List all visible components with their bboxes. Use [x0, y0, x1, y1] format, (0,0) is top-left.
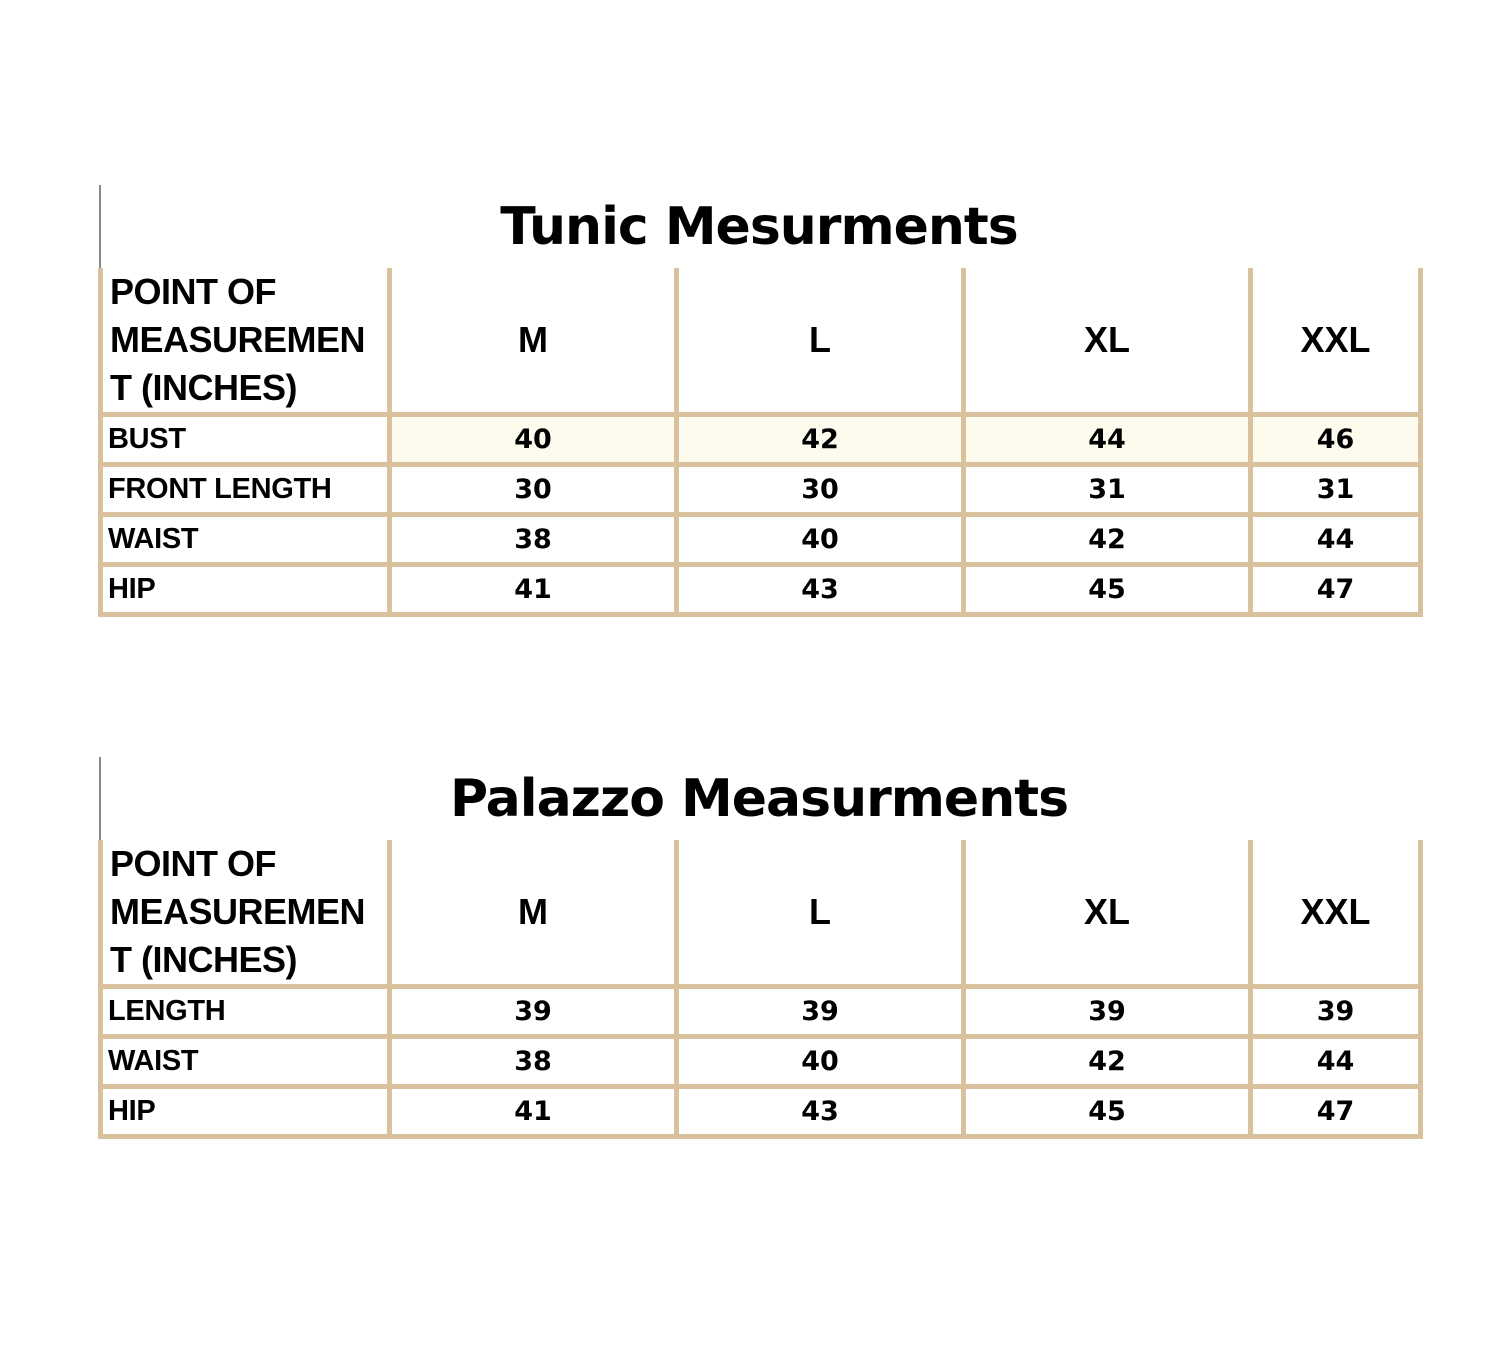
palazzo-size-xl-header: XL — [964, 840, 1251, 987]
tunic-row-front-length — [101, 465, 1421, 515]
palazzo-header-row — [101, 840, 1421, 987]
palazzo-point-of-measurement-header — [101, 840, 390, 987]
palazzo-table — [98, 840, 1423, 1139]
tunic-size-m-header: M — [390, 268, 677, 415]
row-label: WAIST — [101, 1037, 390, 1087]
cell-value: 45 — [964, 1087, 1251, 1137]
cell-value: 47 — [1251, 1087, 1421, 1137]
cell-value: 42 — [964, 515, 1251, 565]
tunic-table — [98, 268, 1423, 617]
cell-value: 39 — [1251, 987, 1421, 1037]
cell-value: 30 — [390, 465, 677, 515]
tunic-size-l-header: L — [677, 268, 964, 415]
palazzo-title: Palazzo Measurments — [449, 769, 1069, 829]
cell-value: 40 — [390, 415, 677, 465]
palazzo-row-waist — [101, 1037, 1421, 1087]
cell-value: 43 — [677, 565, 964, 615]
palazzo-size-m-header: M — [390, 840, 677, 987]
cell-value: 44 — [1251, 515, 1421, 565]
pom-line: POINT OF MEASUREMEN T (INCHES) — [110, 843, 366, 980]
cell-value: 41 — [390, 565, 677, 615]
row-label: HIP — [101, 565, 390, 615]
tunic-row-waist — [101, 515, 1421, 565]
cell-value: 40 — [677, 515, 964, 565]
row-label: BUST — [101, 415, 390, 465]
cell-value: 40 — [677, 1037, 964, 1087]
row-label: LENGTH — [101, 987, 390, 1037]
row-label: FRONT LENGTH — [101, 465, 390, 515]
cell-value: 45 — [964, 565, 1251, 615]
tunic-header-row — [101, 268, 1421, 415]
cell-value: 39 — [964, 987, 1251, 1037]
tunic-row-bust — [101, 415, 1421, 465]
cell-value: 31 — [1251, 465, 1421, 515]
cell-value: 44 — [964, 415, 1251, 465]
cell-value: 39 — [390, 987, 677, 1037]
palazzo-size-xxl-header: XXL — [1251, 840, 1421, 987]
tunic-point-of-measurement-header — [101, 268, 390, 415]
cell-value: 44 — [1251, 1037, 1421, 1087]
cell-value: 39 — [677, 987, 964, 1037]
tunic-row-hip — [101, 565, 1421, 615]
palazzo-size-l-header: L — [677, 840, 964, 987]
tunic-title: Tunic Mesurments — [500, 197, 1018, 257]
row-label: WAIST — [101, 515, 390, 565]
cell-value: 46 — [1251, 415, 1421, 465]
tunic-size-xxl-header: XXL — [1251, 268, 1421, 415]
row-label: HIP — [101, 1087, 390, 1137]
cell-value: 42 — [677, 415, 964, 465]
cell-value: 38 — [390, 1037, 677, 1087]
palazzo-row-hip — [101, 1087, 1421, 1137]
tunic-size-xl-header: XL — [964, 268, 1251, 415]
palazzo-row-length — [101, 987, 1421, 1037]
cell-value: 31 — [964, 465, 1251, 515]
cell-value: 30 — [677, 465, 964, 515]
cell-value: 43 — [677, 1087, 964, 1137]
cell-value: 38 — [390, 515, 677, 565]
cell-value: 42 — [964, 1037, 1251, 1087]
pom-line: POINT OF MEASUREMEN T (INCHES) — [110, 271, 366, 408]
cell-value: 41 — [390, 1087, 677, 1137]
cell-value: 47 — [1251, 565, 1421, 615]
